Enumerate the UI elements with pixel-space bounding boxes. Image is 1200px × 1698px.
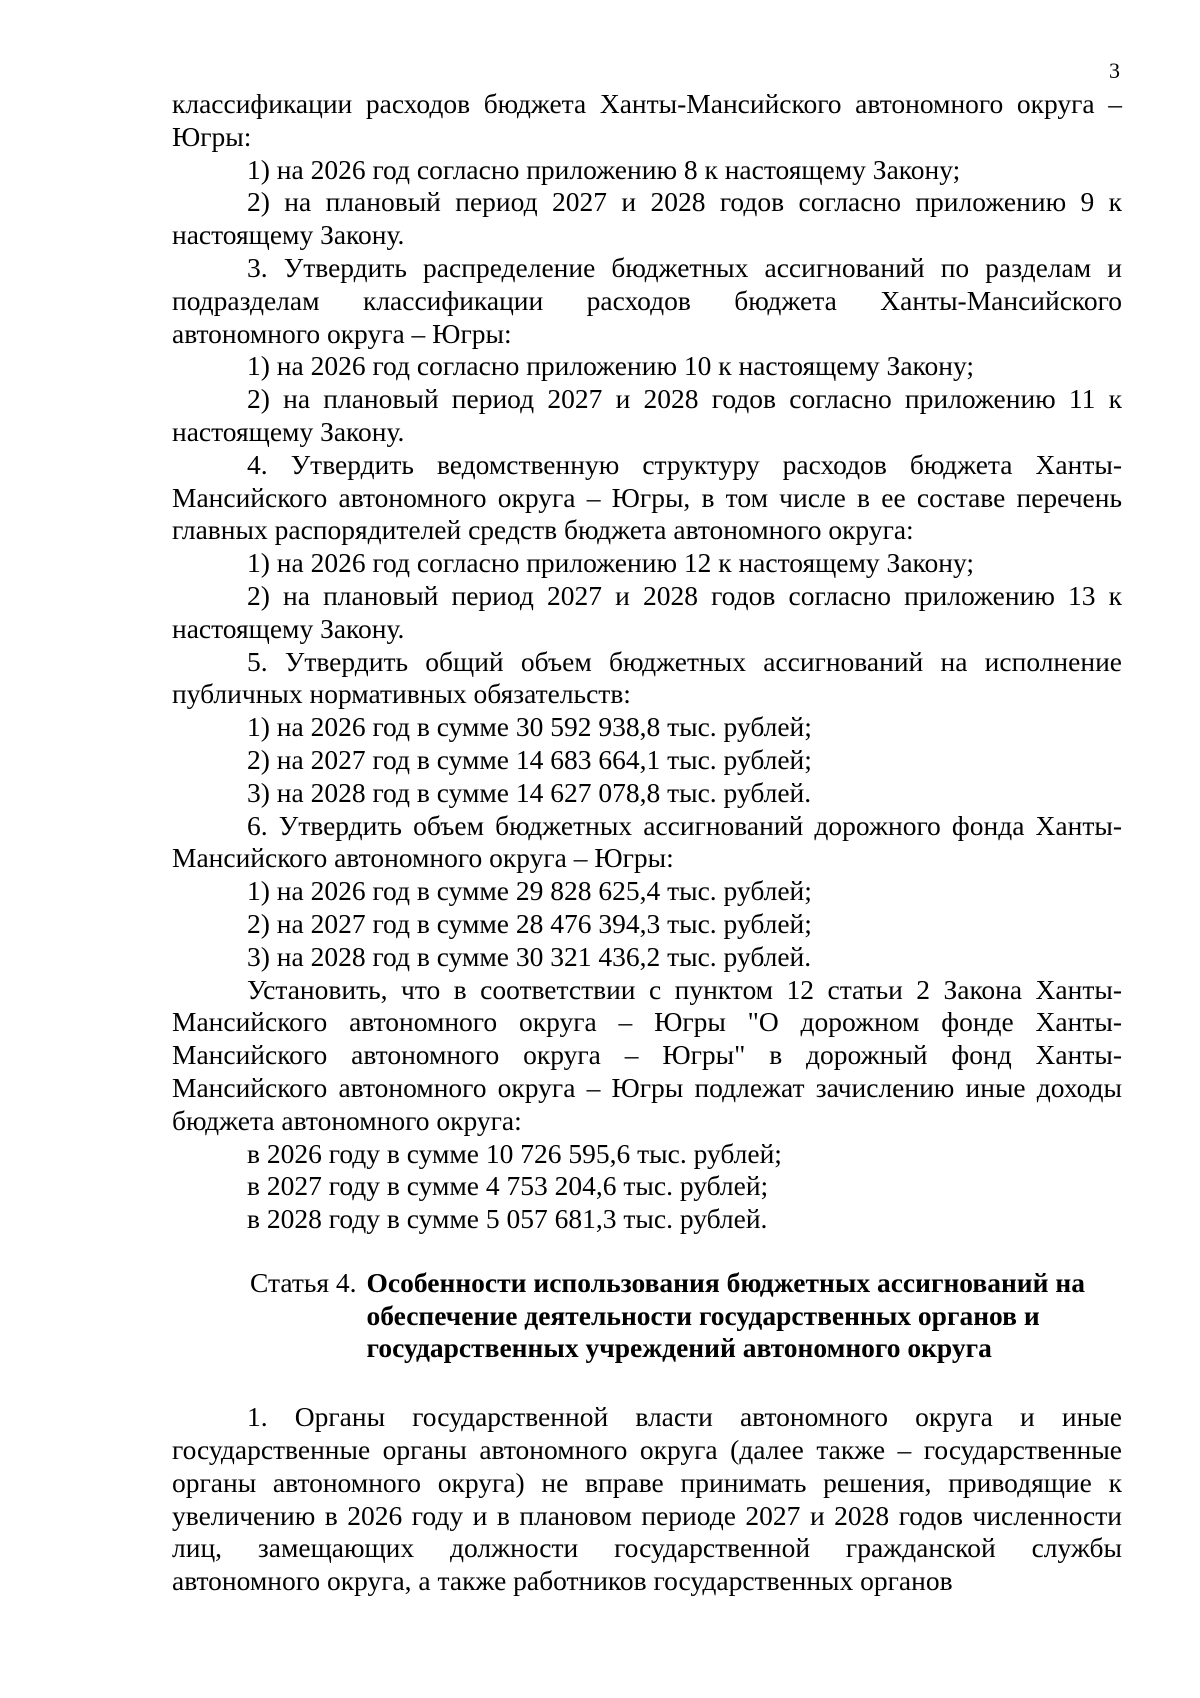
list-item: 1) на 2026 год в сумме 30 592 938,8 тыс. рублей; bbox=[247, 711, 812, 743]
paragraph: 2) на плановый период 2027 и 2028 годов согласно приложению 11 к настоящему Закону. bbox=[172, 383, 1122, 447]
paragraph: 2) на плановый период 2027 и 2028 годов согласно приложению 13 к настоящему Закону. bbox=[172, 579, 1122, 644]
list-item: 3) на 2028 год в сумме 14 627 078,8 тыс. рублей. bbox=[247, 776, 812, 808]
article-label: Статья 4. bbox=[250, 1266, 357, 1298]
article-heading bbox=[172, 1267, 1122, 1365]
page-number: 3 bbox=[1109, 58, 1120, 83]
list-item: 3) на 2028 год в сумме 30 321 436,2 тыс. рублей. bbox=[247, 940, 812, 972]
list-item: 1) на 2026 год согласно приложению 8 к настоящему Закону; bbox=[247, 153, 961, 185]
paragraph: 6. Утвердить объем бюджетных ассигнований дорожного фонда Ханты-Мансийского автономного округа – Югры: bbox=[172, 809, 1122, 874]
paragraph: 4. Утвердить ведомственную структуру расходов бюджета Ханты-Мансийского автономного округа – Югры, в том числе в ее составе перечень главных распорядителей средств бюджета автономного округа: bbox=[172, 448, 1122, 546]
list-item: 1) на 2026 год согласно приложению 10 к настоящему Закону; bbox=[247, 350, 974, 382]
list-item: 2) на 2027 год в сумме 14 683 664,1 тыс. рублей; bbox=[247, 743, 812, 775]
list-item: 1) на 2026 год согласно приложению 12 к настоящему Закону; bbox=[247, 547, 974, 579]
document-body bbox=[172, 88, 1122, 1598]
list-item: в 2027 году в сумме 4 753 204,6 тыс. рублей; bbox=[247, 1170, 769, 1202]
paragraph: 3. Утвердить распределение бюджетных ассигнований по разделам и подразделам классификации расходов бюджета Ханты-Мансийского автономного округа – Югры: bbox=[172, 251, 1122, 349]
paragraph: 1. Органы государственной власти автономного округа и иные государственные органы автономного округа (далее также – государственные органы автономного округа) не вправе принимать решения, приводящие к увеличению в 2026 году и в плановом периоде 2027 и 2028 годов численности лиц, замещающих должности государственной гражданской службы автономного округа, а также работников государственных органов bbox=[172, 1401, 1122, 1597]
paragraph: Установить, что в соответствии с пунктом 12 статьи 2 Закона Ханты-Мансийского автономного округа – Югры "О дорожном фонде Ханты-Мансийского автономного округа – Югры" в дорожный фонд Ханты-Мансийского автономного округа – Югры подлежат зачислению иные доходы бюджета автономного округа: bbox=[172, 973, 1122, 1136]
paragraph: 5. Утвердить общий объем бюджетных ассигнований на исполнение публичных нормативных обязательств: bbox=[172, 645, 1122, 710]
list-item: 1) на 2026 год в сумме 29 828 625,4 тыс. рублей; bbox=[247, 875, 812, 907]
article-title: Особенности использования бюджетных ассигнований на обеспечение деятельности государственных органов и государственных учреждений автономного округа bbox=[366, 1266, 1085, 1364]
list-item: в 2028 году в сумме 5 057 681,3 тыс. рублей. bbox=[247, 1203, 768, 1235]
paragraph: классификации расходов бюджета Ханты-Мансийского автономного округа – Югры: bbox=[172, 88, 1122, 152]
list-item: 2) на 2027 год в сумме 28 476 394,3 тыс. рублей; bbox=[247, 907, 812, 939]
paragraph: 2) на плановый период 2027 и 2028 годов согласно приложению 9 к настоящему Закону. bbox=[172, 186, 1122, 251]
list-item: в 2026 году в сумме 10 726 595,6 тыс. рублей; bbox=[247, 1137, 782, 1169]
